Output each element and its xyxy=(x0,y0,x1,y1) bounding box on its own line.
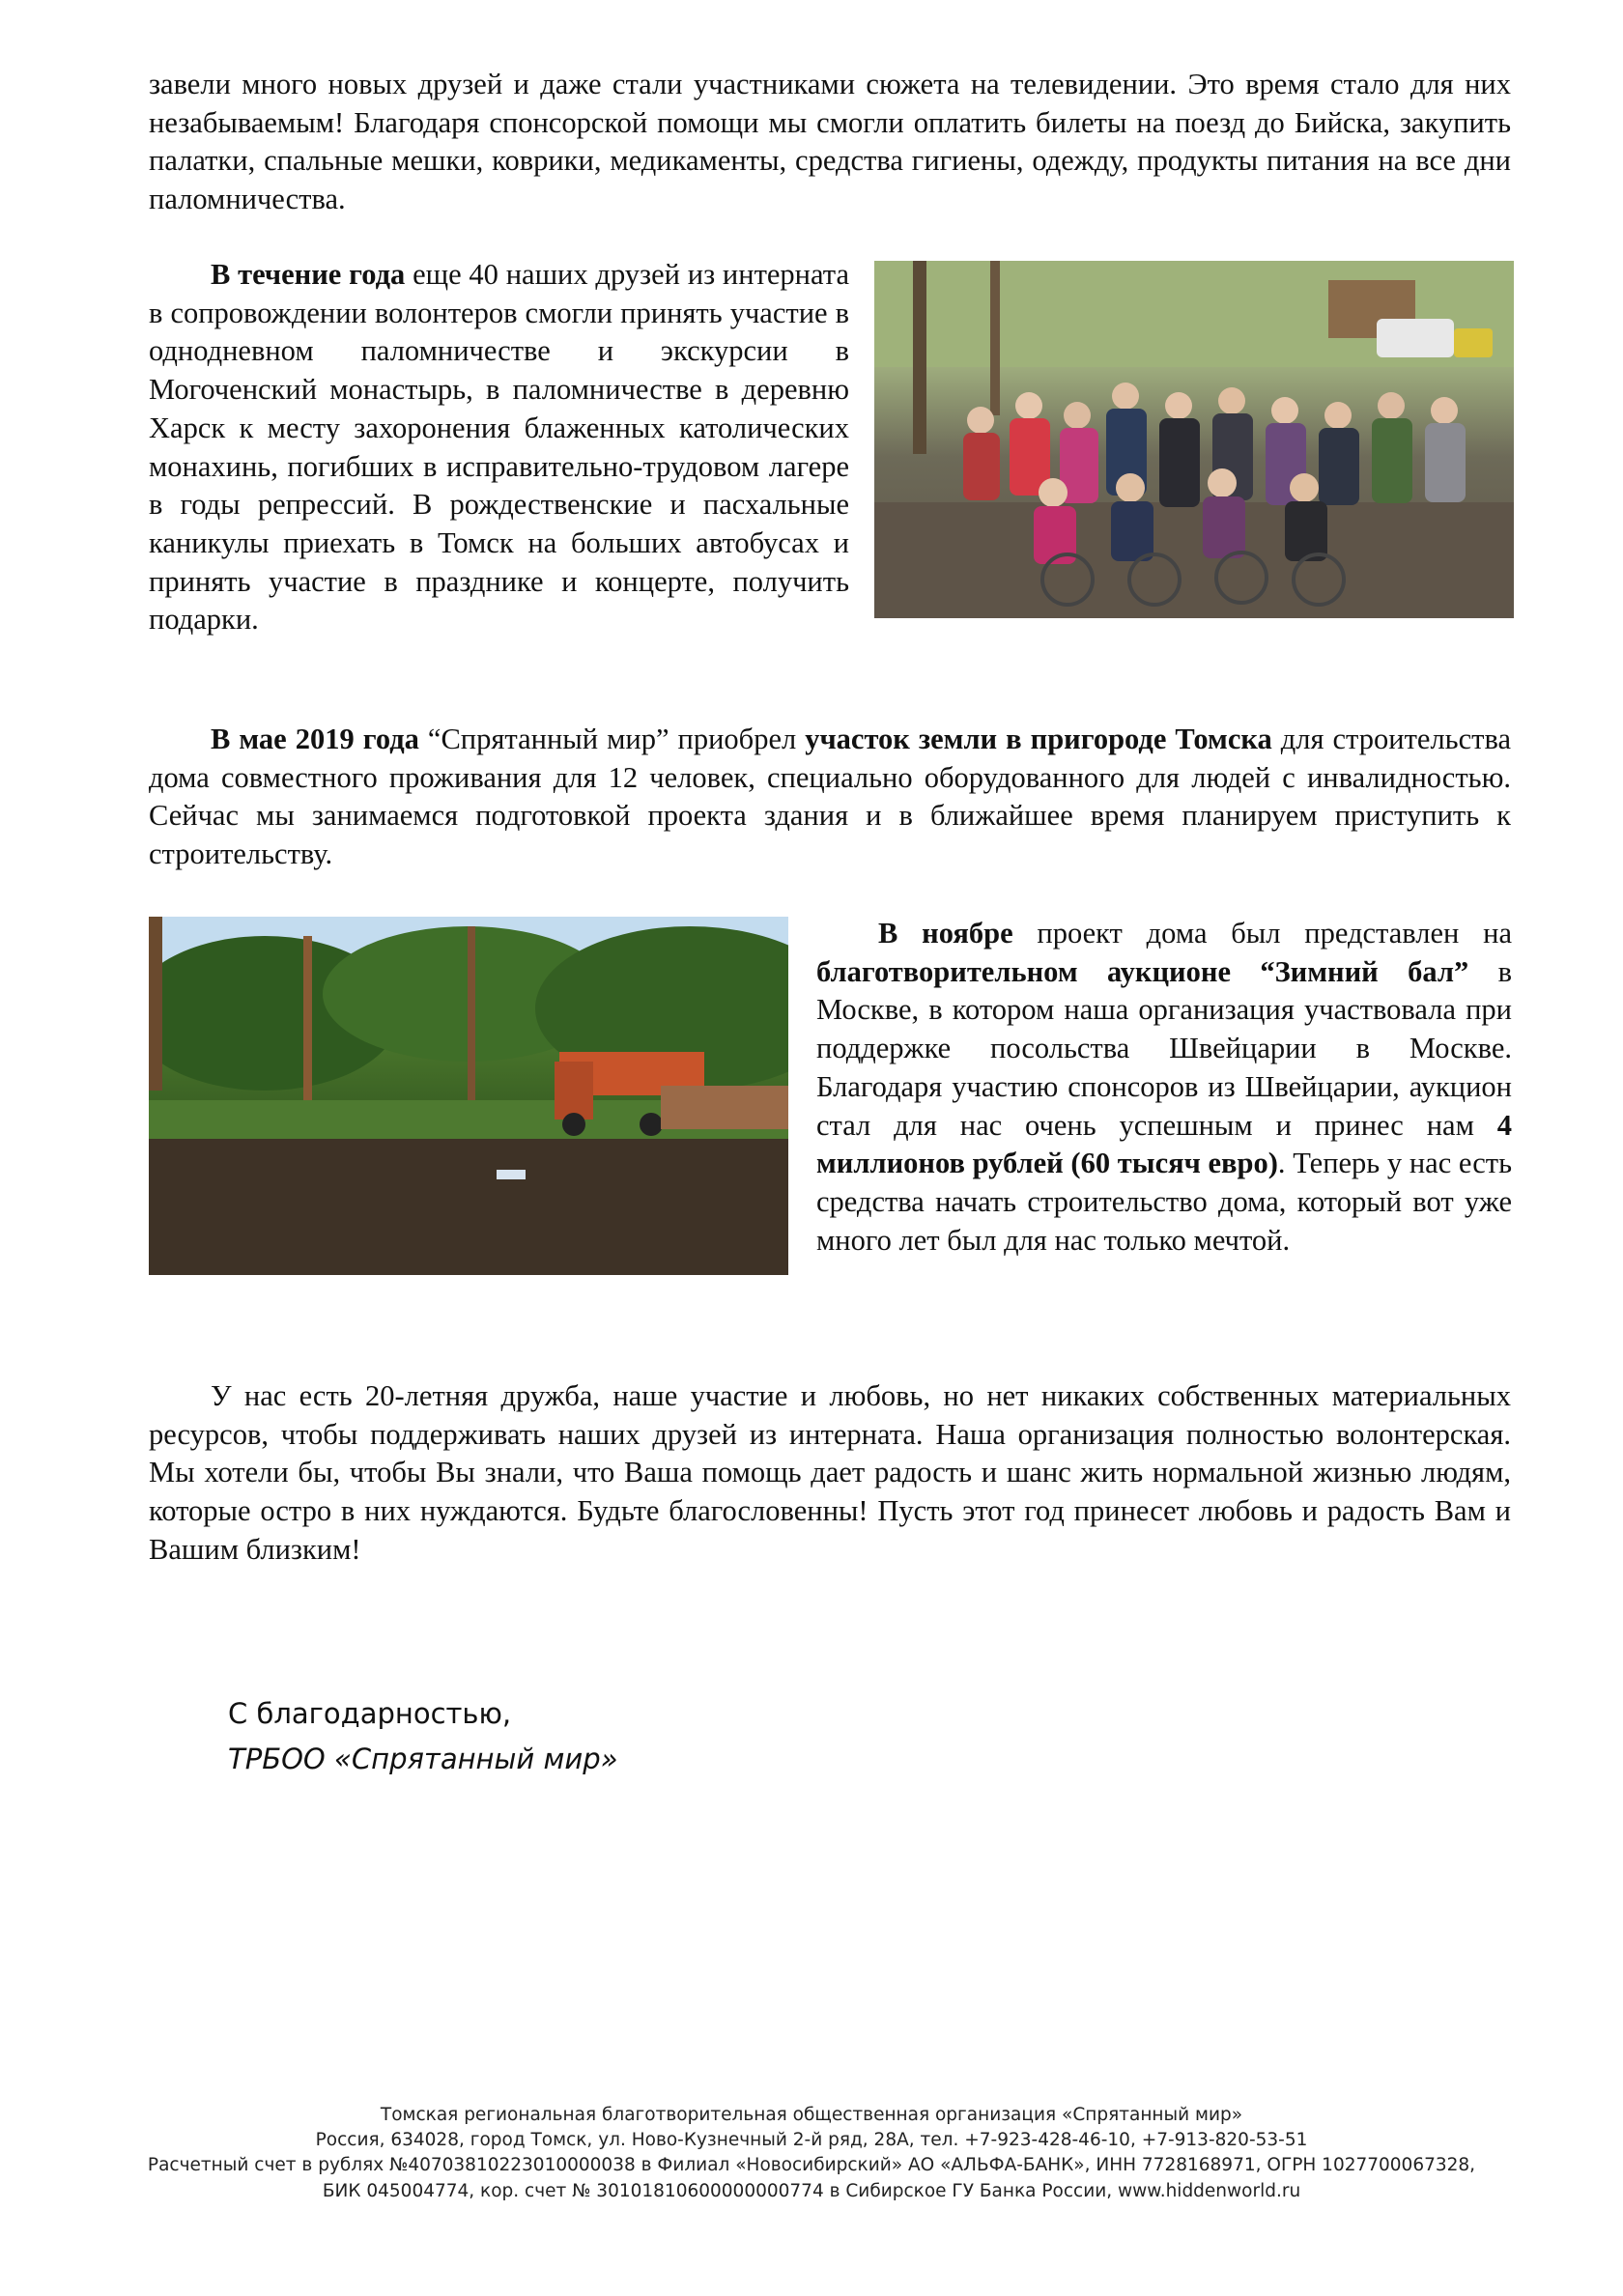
paragraph-pilgrimage-summary xyxy=(149,66,1511,219)
page-footer xyxy=(135,2103,1488,2204)
footer-bank-details: БИК 045004774, кор. счет № 30101810600000000774 в Сибирское ГУ Банка России, www.hiddenworld.ru xyxy=(322,2180,1301,2201)
paragraph-text: в Москве, в котором наша организация участвовала при поддержке посольства Швейцарии в Москве. Благодаря участию спонсоров из Швейцарии, аукцион стал для нас очень успешным и принес нам xyxy=(816,954,1512,1142)
paragraph-emphasis: участок земли в пригороде Томска xyxy=(805,723,1272,755)
footer-organization-name: Томская региональная благотворительная общественная организация «Спрятанный мир» xyxy=(380,2105,1243,2125)
paragraph-text: проект дома был представлен на xyxy=(1012,917,1512,950)
footer-address: Россия, 634028, город Томск, ул. Ново-Кузнечный 2-й ряд, 28А, тел. +7-923-428-46-10, +7-913-820-53-51 xyxy=(315,2130,1308,2151)
paragraph-gratitude xyxy=(149,1377,1511,1570)
paragraph-emphasis: 4 миллионов рублей (60 тысяч евро) xyxy=(816,1108,1512,1180)
paragraph-lead: В течение года xyxy=(211,258,406,291)
footer-bank-account: Расчетный счет в рублях №40703810223010000038 в Филиал «Новосибирский» АО «АЛЬФА-БАНК», ИНН 7728168971, ОГРН 1027700067328, xyxy=(147,2155,1476,2176)
paragraph-text: . Теперь у нас есть средства начать строительство дома, который вот уже много лет был для нас только мечтой. xyxy=(816,1147,1512,1257)
group-photo-illustration xyxy=(874,261,1514,618)
land-plot-photo xyxy=(149,917,788,1275)
paragraph-auction xyxy=(816,915,1512,1260)
paragraph-text: У нас есть 20-летняя дружба, наше участие и любовь, но нет никаких собственных материальных ресурсов, чтобы поддерживать наших друзей из интерната. Наша организация полностью волонтерская. Мы хотели бы, чтобы Вы знали, что Ваша помощь дает радость и шанс жить нормальной жизнью людям, которые остро в них нуждаются. Будьте благословенны! Пусть этот год принесет любовь и радость Вам и Вашим близким! xyxy=(149,1379,1511,1566)
paragraph-lead: В мае 2019 года xyxy=(211,723,419,755)
paragraph-text: для строительства дома совместного проживания для 12 человек, специально оборудованного для людей с инвалидностью. Сейчас мы занимаемся подготовкой проекта здания и в ближайшее время планируем приступить к строительству. xyxy=(149,723,1511,871)
paragraph-text: “Спрятанный мир” приобрел xyxy=(418,723,806,755)
land-plot-illustration xyxy=(149,917,788,1275)
signature-organization: ТРБОО «Спрятанный мир» xyxy=(228,1743,618,1775)
group-photo-wheelchairs xyxy=(874,261,1514,618)
paragraph-text: еще 40 наших друзей из интерната в сопровождении волонтеров смогли принять участие в однодневном паломничестве и экскурсии в Могоченский монастырь, в паломничестве в деревню Харск к месту захоронения блаженных католических монахинь, погибших в исправительно-трудовом лагере в годы репрессий. В рождественские и пасхальные каникулы приехать в Томск на больших автобусах и принять участие в празднике и концерте, получить подарки. xyxy=(149,258,849,637)
paragraph-land-purchase xyxy=(149,721,1511,874)
paragraph-text: завели много новых друзей и даже стали участниками сюжета на телевидении. Это время стало для них незабываемым! Благодаря спонсорской помощи мы смогли оплатить билеты на поезд до Бийска, закупить палатки, спальные мешки, коврики, медикаменты, средства гигиены, одежду, продукты питания на все дни паломничества. xyxy=(149,68,1511,216)
signature-greeting: С благодарностью, xyxy=(228,1697,512,1730)
paragraph-emphasis: благотворительном аукционе “Зимний бал” xyxy=(816,954,1469,988)
paragraph-lead: В ноябре xyxy=(878,917,1013,950)
paragraph-during-year xyxy=(149,256,849,639)
